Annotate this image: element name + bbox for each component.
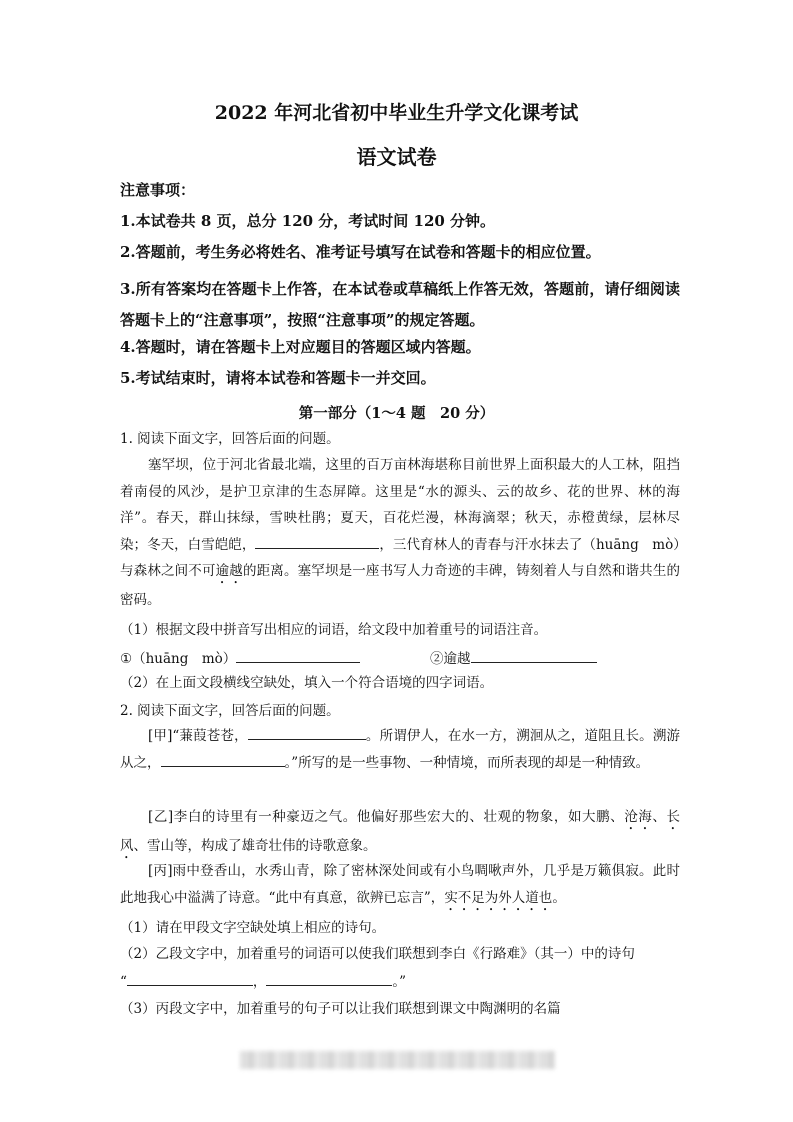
q2-jia-text-c: 。”所写的是一些事物、一种情境，而所表现的却是一种情致。 bbox=[284, 754, 650, 771]
q1-sub1-a-blank bbox=[236, 648, 360, 663]
q2-yi-emphasis-2: 长风 bbox=[120, 809, 680, 854]
q2-sub2: （2）乙段文字中，加着重号的词语可以使我们联想到李白《行路难》（其一）中的诗句 bbox=[120, 946, 635, 962]
q1-sub1-b-label: ②逾越 bbox=[430, 651, 471, 667]
exam-subtitle: 语文试卷 bbox=[356, 145, 437, 169]
q1-sub1-a-label: ①（huāng mò） bbox=[120, 651, 237, 667]
q1-stem: 1. 阅读下面文字，回答后面的问题。 bbox=[120, 431, 340, 447]
notice-item-2: 2.答题前，考生务必将姓名、准考证号填写在试卷和答题卡的相应位置。 bbox=[120, 243, 601, 261]
section-title: 第一部分（1～4 题 20 分） bbox=[298, 405, 495, 422]
q2-sub2-blank-1 bbox=[127, 971, 253, 986]
q1-blank bbox=[255, 534, 379, 549]
q1-sub2: （2）在上面文段横线空缺处，填入一个符合语境的四字词语。 bbox=[120, 675, 494, 691]
blurred-footer-watermark bbox=[240, 1051, 555, 1069]
q2-bing-text-a: [丙]雨中登香山，水秀山青，除了密林深处间或有小鸟啁啾声外，几乎是万籁俱寂。此时此地我心中溢满了诗意。“此中有真意，欲辨已忘言”， bbox=[120, 863, 680, 906]
q2-bing-emphasis: 实不足为外人道也 bbox=[444, 889, 553, 906]
q2-stem: 2. 阅读下面文字，回答后面的问题。 bbox=[120, 703, 340, 719]
q2-jia-text-a: [甲]“蒹葭苍苍， bbox=[148, 728, 248, 744]
q2-sub1: （1）请在甲段文字空缺处填上相应的诗句。 bbox=[120, 920, 386, 936]
notice-item-5: 5.考试结束时，请将本试卷和答题卡一并交回。 bbox=[120, 369, 436, 387]
q2-passage-yi bbox=[120, 804, 680, 862]
q2-sub2-close-quote: 。” bbox=[392, 974, 407, 990]
q2-yi-text-b: 、 bbox=[652, 809, 667, 825]
q2-yi-text-a: [乙]李白的诗里有一种豪迈之气。他偏好那些宏大的、壮观的物象，如大鹏、 bbox=[148, 809, 625, 825]
q2-passage-bing bbox=[120, 858, 680, 914]
q1-passage-text-c: 的距离。塞罕坝是一座书写人力奇迹的丰碑，铸刻着人与自然和谐共生的密码。 bbox=[120, 563, 681, 609]
q2-jia-text-b: 。所谓伊人，在水一方，溯洄从之，道阻且长。溯游从之， bbox=[120, 728, 681, 771]
notice-heading: 注意事项： bbox=[120, 181, 196, 199]
q1-passage bbox=[120, 452, 680, 614]
q2-jia-blank-1 bbox=[248, 725, 366, 740]
q2-yi-text-c: 、雪山等，构成了雄奇壮伟的诗歌意象。 bbox=[133, 838, 377, 854]
q1-emphasis-word: 逾越 bbox=[215, 563, 243, 580]
q1-sub1: （1）根据文段中拼音写出相应的词语，给文段中加着重号的词语注音。 bbox=[120, 622, 548, 638]
q1-passage-text-a: 塞罕坝，位于河北省最北端，这里的百万亩林海堪称目前世界上面积最大的人工林，阻挡着南侵的风沙，是护卫京津的生态屏障。这里是“水的源头、云的故乡、花的世界、林的海洋”。春天，群山抹绿，雪映杜鹃；夏天，百花烂漫，林海滴翠；秋天，赤橙黄绿，层林尽染；冬天，白雪皑皑， bbox=[120, 457, 680, 553]
q2-sub2-open-quote: “ bbox=[120, 974, 127, 990]
q1-passage-text-b: ，三代育林人的青春与汗水抹去了（huāng mò）与森林之间不可 bbox=[120, 536, 681, 580]
q2-sub2-answer bbox=[120, 971, 406, 991]
notice-item-4: 4.答题时，请在答题卡上对应题目的答题区域内答题。 bbox=[120, 338, 481, 356]
exam-title: 2022 年河北省初中毕业生升学文化课考试 bbox=[214, 102, 579, 124]
q1-sub1-a bbox=[120, 648, 360, 668]
q2-sub2-blank-2 bbox=[266, 971, 392, 986]
notice-item-1: 1.本试卷共 8 页，总分 120 分，考试时间 120 分钟。 bbox=[120, 212, 496, 230]
q1-sub1-b bbox=[430, 648, 597, 668]
q2-bing-text-b: 。 bbox=[552, 889, 566, 906]
q1-sub1-b-blank bbox=[471, 648, 597, 663]
notice-item-3: 3.所有答案均在答题卡上作答，在本试卷或草稿纸上作答无效，答题前，请仔细阅读答题卡上的“注意事项”，按照“注意事项”的规定答题。 bbox=[120, 280, 680, 329]
q2-yi-emphasis-1: 沧海 bbox=[624, 809, 653, 825]
q2-jia-blank-2 bbox=[161, 752, 285, 767]
q2-sub3: （3）丙段文字中，加着重号的句子可以让我们联想到课文中陶渊明的名篇 bbox=[120, 1001, 561, 1017]
q2-sub2-comma: ， bbox=[252, 974, 267, 990]
q2-passage-jia bbox=[120, 723, 680, 776]
